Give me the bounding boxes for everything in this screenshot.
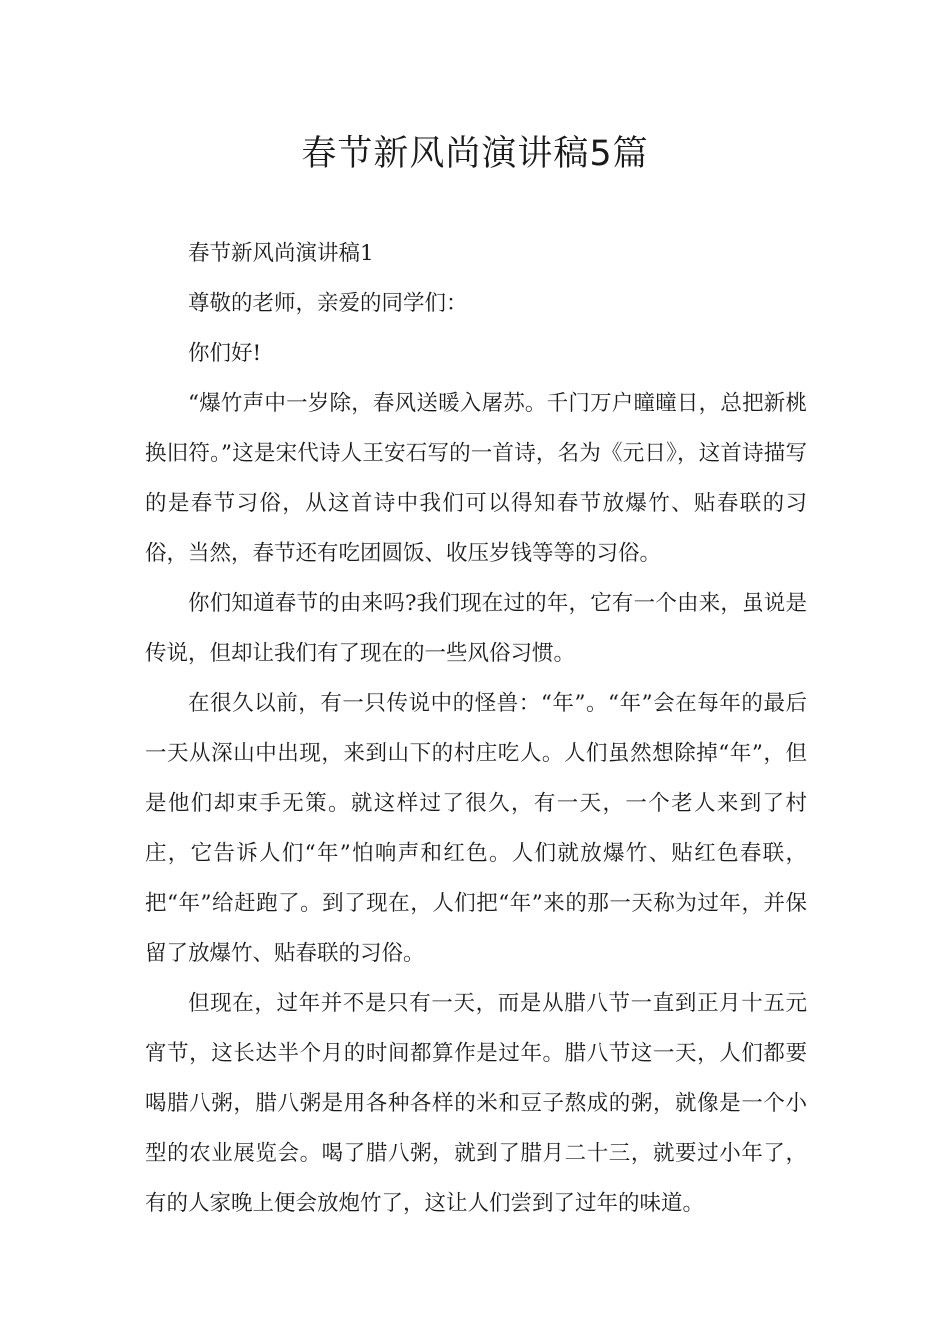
- body-paragraph: “爆竹声中一岁除，春风送暖入屠苏。千门万户曈曈日，总把新桃换旧符。”这是宋代诗人王安石写的一首诗，名为《元日》，这首诗描写的是春节习俗，从这首诗中我们可以得知春节放爆竹、贴春联的习俗，当然，春节还有吃团圆饭、收压岁钱等等的习俗。: [145, 391, 807, 566]
- body-paragraph: 在很久以前，有一只传说中的怪兽：“年”。“年”会在每年的最后一天从深山中出现，来到山下的村庄吃人。人们虽然想除掉“年”，但是他们却束手无策。就这样过了很久，有一天，一个老人来到了村庄，它告诉人们“年”怕响声和红色。人们就放爆竹、贴红色春联，把“年”给赶跑了。到了现在，人们把“年”来的那一天称为过年，并保留了放爆竹、贴春联的习俗。: [145, 691, 807, 966]
- salutation: 尊敬的老师，亲爱的同学们：: [188, 291, 468, 316]
- body-paragraph: 你们知道春节的由来吗?我们现在过的年，它有一个由来，虽说是传说，但却让我们有了现在的一些风俗习惯。: [145, 591, 807, 666]
- greeting: 你们好!: [188, 341, 262, 366]
- body-paragraph: 但现在，过年并不是只有一天，而是从腊八节一直到正月十五元宵节，这长达半个月的时间都算作是过年。腊八节这一天，人们都要喝腊八粥，腊八粥是用各种各样的米和豆子熬成的粥，就像是一个小型的农业展览会。喝了腊八粥，就到了腊月二十三，就要过小年了，有的人家晚上便会放炮竹了，这让人们尝到了过年的味道。: [145, 991, 807, 1216]
- document-title: 春节新风尚演讲稿5篇: [301, 134, 649, 174]
- document-body: [145, 229, 807, 1229]
- section-heading: 春节新风尚演讲稿1: [188, 241, 374, 266]
